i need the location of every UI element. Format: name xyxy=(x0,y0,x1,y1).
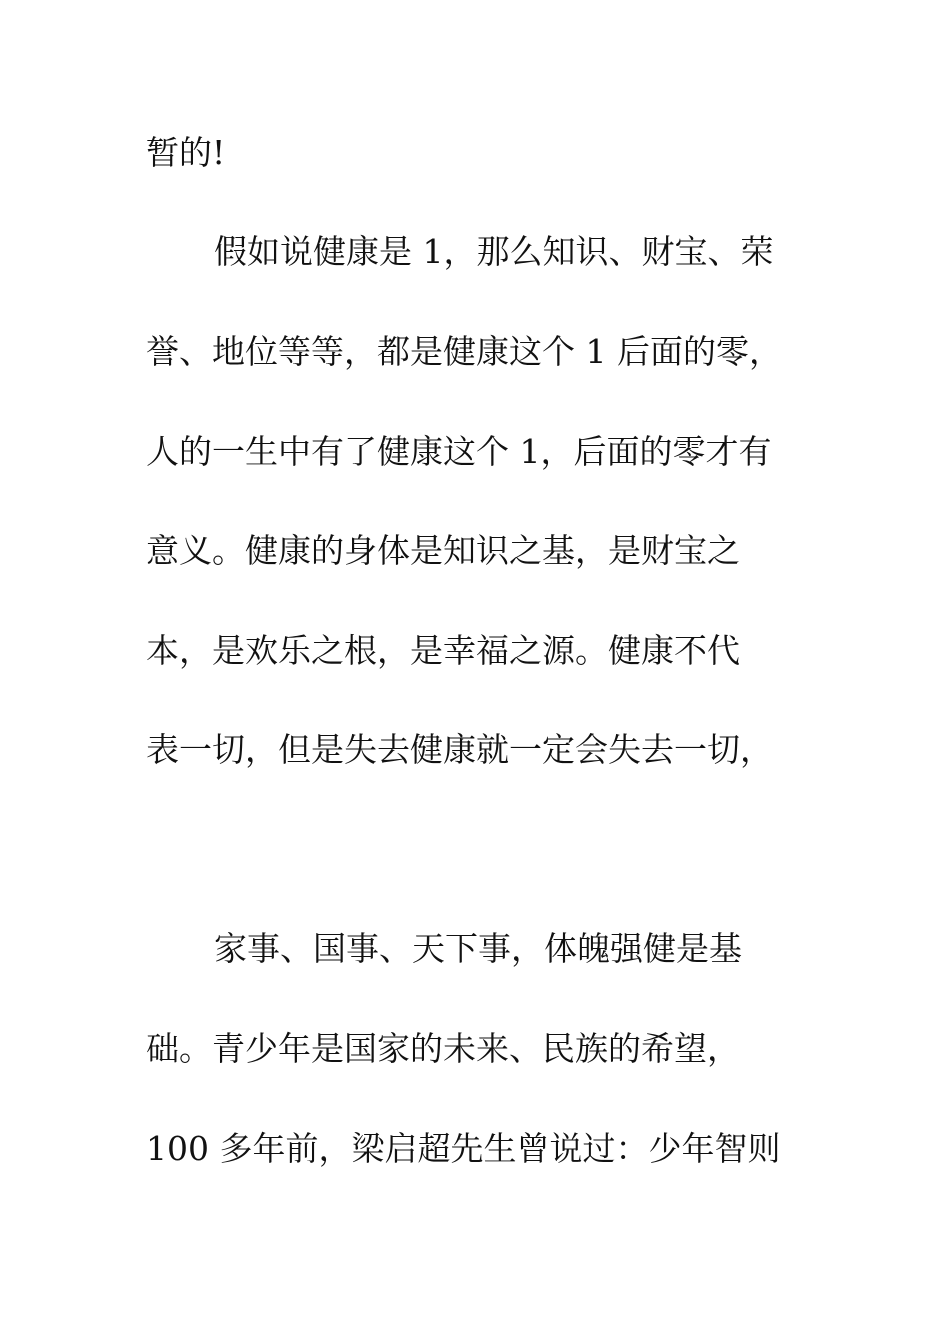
text-line: 本，是欢乐之根，是幸福之源。健康不代 xyxy=(146,631,740,670)
text-line: 暂的! xyxy=(146,133,226,172)
text-line: 誉、地位等等，都是健康这个 1 后面的零， xyxy=(146,332,782,371)
text-line: 人的一生中有了健康这个 1，后面的零才有 xyxy=(146,432,772,471)
text-line: 表一切，但是失去健康就一定会失去一切， xyxy=(146,730,773,769)
text-line: 100 多年前，梁启超先生曾说过：少年智则 xyxy=(146,1129,781,1168)
text-line: 意义。健康的身体是知识之基，是财宝之 xyxy=(146,531,740,570)
paragraph-start-line: 家事、国事、天下事，体魄强健是基 xyxy=(214,929,742,968)
text-line: 础。青少年是国家的未来、民族的希望， xyxy=(146,1029,740,1068)
paragraph-start-line: 假如说健康是 1，那么知识、财宝、荣 xyxy=(214,232,774,271)
